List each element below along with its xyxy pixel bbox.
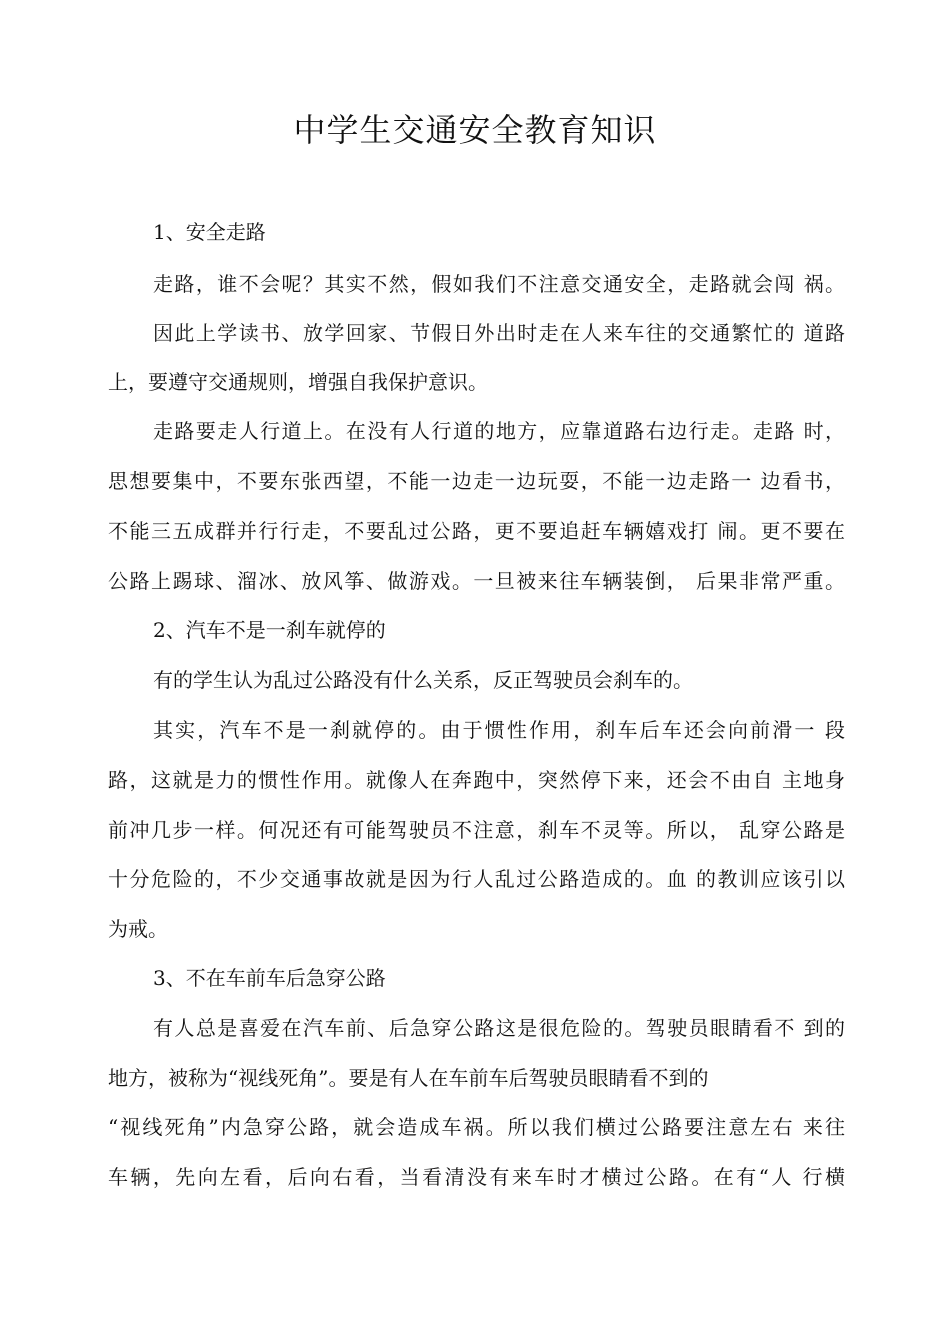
- document-title: 中学生交通安全教育知识: [293, 111, 657, 149]
- paragraph-line: 为戒。: [108, 917, 168, 941]
- paragraph-line: 因此上学读书、放学回家、节假日外出时走在人来车往的交通繁忙的 道路: [153, 321, 845, 345]
- paragraph-line: 走路要走人行道上。在没有人行道的地方，应靠道路右边行走。走路 时，: [153, 419, 845, 443]
- paragraph-line: 有的学生认为乱过公路没有什么关系，反正驾驶员会刹车的。: [153, 668, 693, 692]
- paragraph-line: 车辆，先向左看，后向右看，当看清没有来车时才横过公路。在有“人 行横: [108, 1165, 845, 1189]
- paragraph-line: 思想要集中，不要东张西望，不能一边走一边玩耍，不能一边走路一 边看书，: [108, 469, 845, 493]
- paragraph-line: 其实，汽车不是一刹就停的。由于惯性作用，刹车后车还会向前滑一 段: [153, 718, 845, 742]
- paragraph-line: 不能三五成群并行行走，不要乱过公路，更不要追赶车辆嬉戏打 闹。更不要在: [108, 519, 845, 543]
- paragraph-line: 走路，谁不会呢？其实不然，假如我们不注意交通安全，走路就会闯 祸。: [153, 272, 845, 296]
- paragraph-line: 地方，被称为“视线死角”。要是有人在车前车后驾驶员眼睛看不到的: [108, 1066, 709, 1090]
- section-heading-3: 3、不在车前车后急穿公路: [153, 966, 386, 990]
- paragraph-line: 前冲几步一样。何况还有可能驾驶员不注意，刹车不灵等。所以， 乱穿公路是: [108, 818, 845, 842]
- paragraph-line: 十分危险的，不少交通事故就是因为行人乱过公路造成的。血 的教训应该引以: [108, 867, 845, 891]
- paragraph-line: 有人总是喜爱在汽车前、后急穿公路这是很危险的。驾驶员眼睛看不 到的: [153, 1016, 845, 1040]
- paragraph-line: 上，要遵守交通规则，增强自我保护意识。: [108, 370, 488, 394]
- paragraph-line: 公路上踢球、溜冰、放风筝、做游戏。一旦被来往车辆装倒， 后果非常严重。: [108, 569, 845, 593]
- paragraph-line: 路，这就是力的惯性作用。就像人在奔跑中，突然停下来，还会不由自 主地身: [108, 768, 845, 792]
- section-heading-2: 2、汽车不是一刹车就停的: [153, 618, 386, 642]
- section-heading-1: 1、安全走路: [153, 220, 266, 244]
- paragraph-line: “视线死角”内急穿公路，就会造成车祸。所以我们横过公路要注意左右 来往: [108, 1115, 845, 1139]
